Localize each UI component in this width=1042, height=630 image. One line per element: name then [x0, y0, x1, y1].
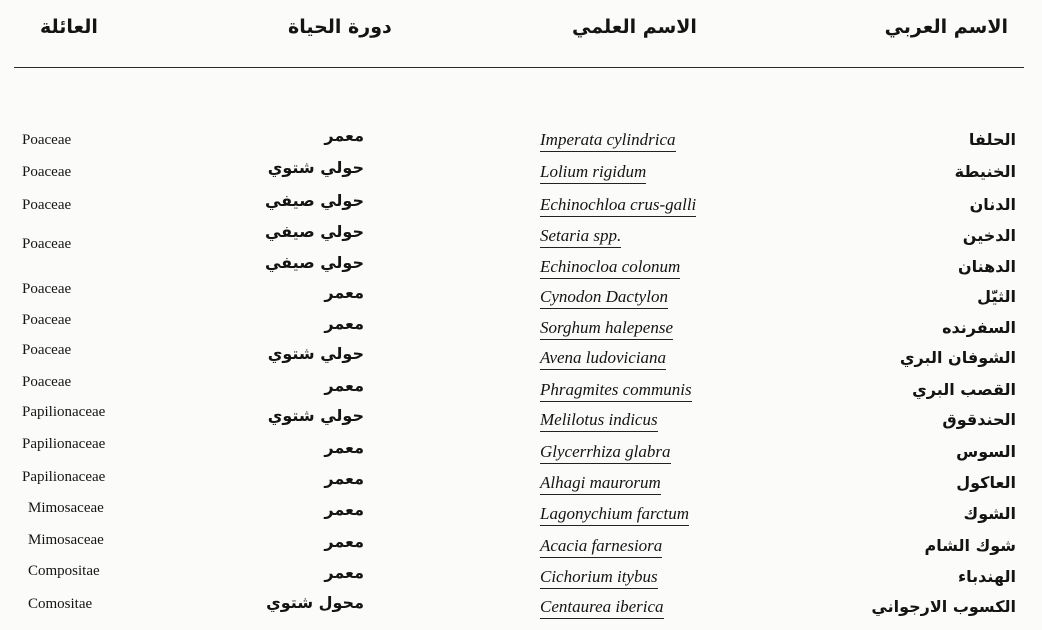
scientific-name-cell: Cichorium itybus: [540, 567, 658, 589]
life-cycle-cell: معمر: [324, 563, 364, 582]
scientific-name-cell: Echinocloa colonum: [540, 257, 680, 279]
family-cell: Poaceae: [22, 132, 72, 148]
table-row: [0, 593, 1042, 625]
family-cell: Poaceae: [22, 374, 72, 390]
table-row: [0, 158, 1042, 190]
table-row: [0, 126, 1042, 158]
scientific-name-cell: Setaria spp.: [540, 226, 621, 248]
scientific-name-cell: Glycerrhiza glabra: [540, 442, 671, 464]
header-family: العائلة: [40, 16, 98, 38]
arabic-name-cell: القصب البري: [912, 380, 1016, 399]
scientific-name-cell: Echinochloa crus-galli: [540, 195, 696, 217]
life-cycle-cell: حولي شتوي: [267, 158, 364, 177]
life-cycle-cell: حولي صيفي: [264, 222, 364, 241]
family-cell: Poaceae: [22, 164, 72, 180]
life-cycle-cell: معمر: [324, 376, 364, 395]
arabic-name-cell: شوك الشام: [924, 536, 1016, 555]
table-row: [0, 469, 1042, 501]
life-cycle-cell: حولي شتوي: [267, 406, 364, 425]
scientific-name-cell: Imperata cylindrica: [540, 130, 676, 152]
scientific-name-cell: Sorghum halepense: [540, 318, 673, 340]
table-row: [0, 344, 1042, 376]
family-cell: Poaceae: [22, 342, 72, 358]
family-cell: Poaceae: [22, 312, 72, 328]
arabic-name-cell: السفرنده: [942, 318, 1016, 337]
life-cycle-cell: معمر: [324, 532, 364, 551]
life-cycle-cell: حولي شتوي: [267, 344, 364, 363]
scientific-name-cell: Melilotus indicus: [540, 410, 658, 432]
arabic-name-cell: العاكول: [956, 473, 1016, 492]
arabic-name-cell: الدخين: [962, 226, 1016, 245]
arabic-name-cell: الشوك: [963, 504, 1016, 523]
life-cycle-cell: حولي صيفي: [264, 253, 364, 272]
scientific-name-cell: Avena ludoviciana: [540, 348, 666, 370]
life-cycle-cell: معمر: [324, 469, 364, 488]
family-cell: Comositae: [28, 596, 93, 612]
scientific-name-cell: Lagonychium farctum: [540, 504, 689, 526]
table-row: [0, 438, 1042, 470]
table-row: [0, 283, 1042, 315]
table-row: [0, 314, 1042, 346]
table-row: [0, 563, 1042, 595]
life-cycle-cell: حولي صيفي: [264, 191, 364, 210]
family-cell: Poaceae: [22, 197, 72, 213]
header-scientific-name: الاسم العلمي: [572, 16, 697, 38]
family-cell: Papilionaceae: [22, 436, 106, 452]
life-cycle-cell: محول شتوي: [266, 593, 364, 612]
arabic-name-cell: السوس: [956, 442, 1016, 461]
arabic-name-cell: الثيّل: [977, 287, 1016, 306]
scientific-name-cell: Phragmites communis: [540, 380, 692, 402]
family-cell: Poaceae: [22, 281, 72, 297]
arabic-name-cell: الحلفا: [968, 130, 1016, 149]
life-cycle-cell: معمر: [324, 126, 364, 145]
table-row: [0, 376, 1042, 408]
arabic-name-cell: الهندباء: [957, 567, 1016, 586]
arabic-name-cell: الدهنان: [957, 257, 1016, 276]
arabic-name-cell: الكسوب الارجواني: [871, 597, 1016, 616]
table-row: [0, 532, 1042, 564]
life-cycle-cell: معمر: [324, 438, 364, 457]
arabic-name-cell: الشوفان البري: [899, 348, 1016, 367]
life-cycle-cell: معمر: [324, 314, 364, 333]
family-cell: Poaceae: [22, 236, 72, 252]
scientific-name-cell: Lolium rigidum: [540, 162, 646, 184]
family-cell: Papilionaceae: [22, 469, 106, 485]
family-cell: Mimosaceae: [28, 500, 104, 516]
scientific-name-cell: Acacia farnesiora: [540, 536, 662, 558]
table-row: [0, 222, 1042, 254]
header-arabic-name: الاسم العربي: [884, 16, 1008, 38]
header-life-cycle: دورة الحياة: [288, 16, 392, 38]
arabic-name-cell: الخنيطة: [954, 162, 1016, 181]
arabic-name-cell: الحندقوق: [942, 410, 1016, 429]
family-cell: Compositae: [28, 563, 100, 579]
scientific-name-cell: Cynodon Dactylon: [540, 287, 668, 309]
table-row: [0, 406, 1042, 438]
table-row: [0, 500, 1042, 532]
life-cycle-cell: معمر: [324, 500, 364, 519]
header-rule: [14, 67, 1024, 68]
life-cycle-cell: معمر: [324, 283, 364, 302]
family-cell: Papilionaceae: [22, 404, 106, 420]
scientific-name-cell: Centaurea iberica: [540, 597, 664, 619]
table-row: [0, 191, 1042, 223]
scientific-name-cell: Alhagi maurorum: [540, 473, 661, 495]
family-cell: Mimosaceae: [28, 532, 104, 548]
table-row: [0, 253, 1042, 285]
arabic-name-cell: الدنان: [969, 195, 1016, 214]
